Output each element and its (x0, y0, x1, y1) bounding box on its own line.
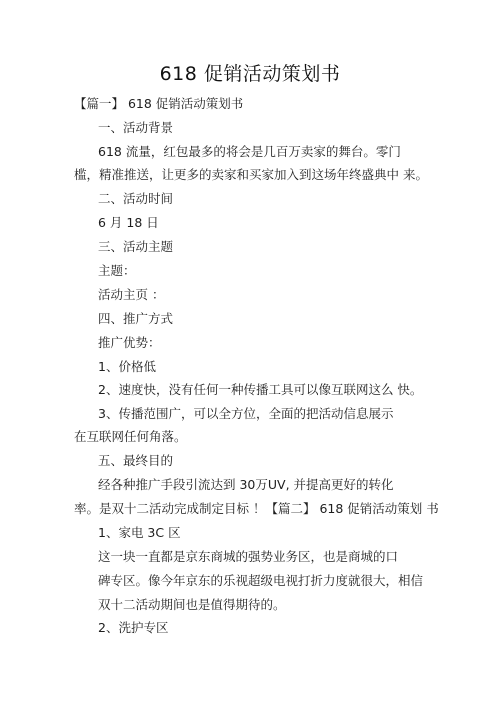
list-item: 1、价格低 (98, 359, 156, 374)
heading-goal: 五、最终目的 (98, 453, 174, 468)
paragraph-line: 6 月 18 日 (98, 215, 159, 230)
list-item: 2、洗护专区 (98, 620, 169, 635)
paragraph-line: 推广优势： (98, 335, 161, 350)
paragraph-line: 碑专区。像今年京东的乐视超级电视打折力度就很大，相信 (98, 573, 424, 588)
heading-time: 二、活动时间 (98, 191, 174, 206)
heading-promotion: 四、推广方式 (98, 311, 174, 326)
section-heading-part-one: 【篇一】 618 促销活动策划书 (74, 96, 244, 111)
heading-theme: 三、活动主题 (98, 239, 174, 254)
paragraph-line: 槛，精准推送，让更多的卖家和买家加入到这场年终盛典中 来。 (74, 167, 428, 182)
list-item: 3、传播范围广，可以全方位，全面的把活动信息展示 (98, 406, 394, 421)
document-title: 618 促销活动策划书 (159, 63, 341, 85)
paragraph-line: 活动主页 ： (98, 287, 165, 302)
paragraph-line: 在互联网任何角落。 (74, 429, 187, 444)
heading-background: 一、活动背景 (98, 120, 174, 135)
paragraph-line: 618 流量，红包最多的将会是几百万卖家的舞台。零门 (98, 144, 401, 159)
list-item: 1、家电 3C 区 (98, 525, 181, 540)
paragraph-line: 这一块一直都是京东商城的强势业务区，也是商城的口 (98, 549, 399, 564)
paragraph-line: 主题： (98, 263, 136, 278)
paragraph-line: 双十二活动期间也是值得期待的。 (98, 597, 286, 612)
list-item: 2、速度快，没有任何一种传播工具可以像互联网这么 快。 (98, 382, 423, 397)
paragraph-line: 经各种推广手段引流达到 30万UV, 并提高更好的转化 (98, 477, 394, 492)
paragraph-line: 率。是双十二活动完成制定目标 ！【篇二】 618 促销活动策划 书 (74, 501, 439, 516)
